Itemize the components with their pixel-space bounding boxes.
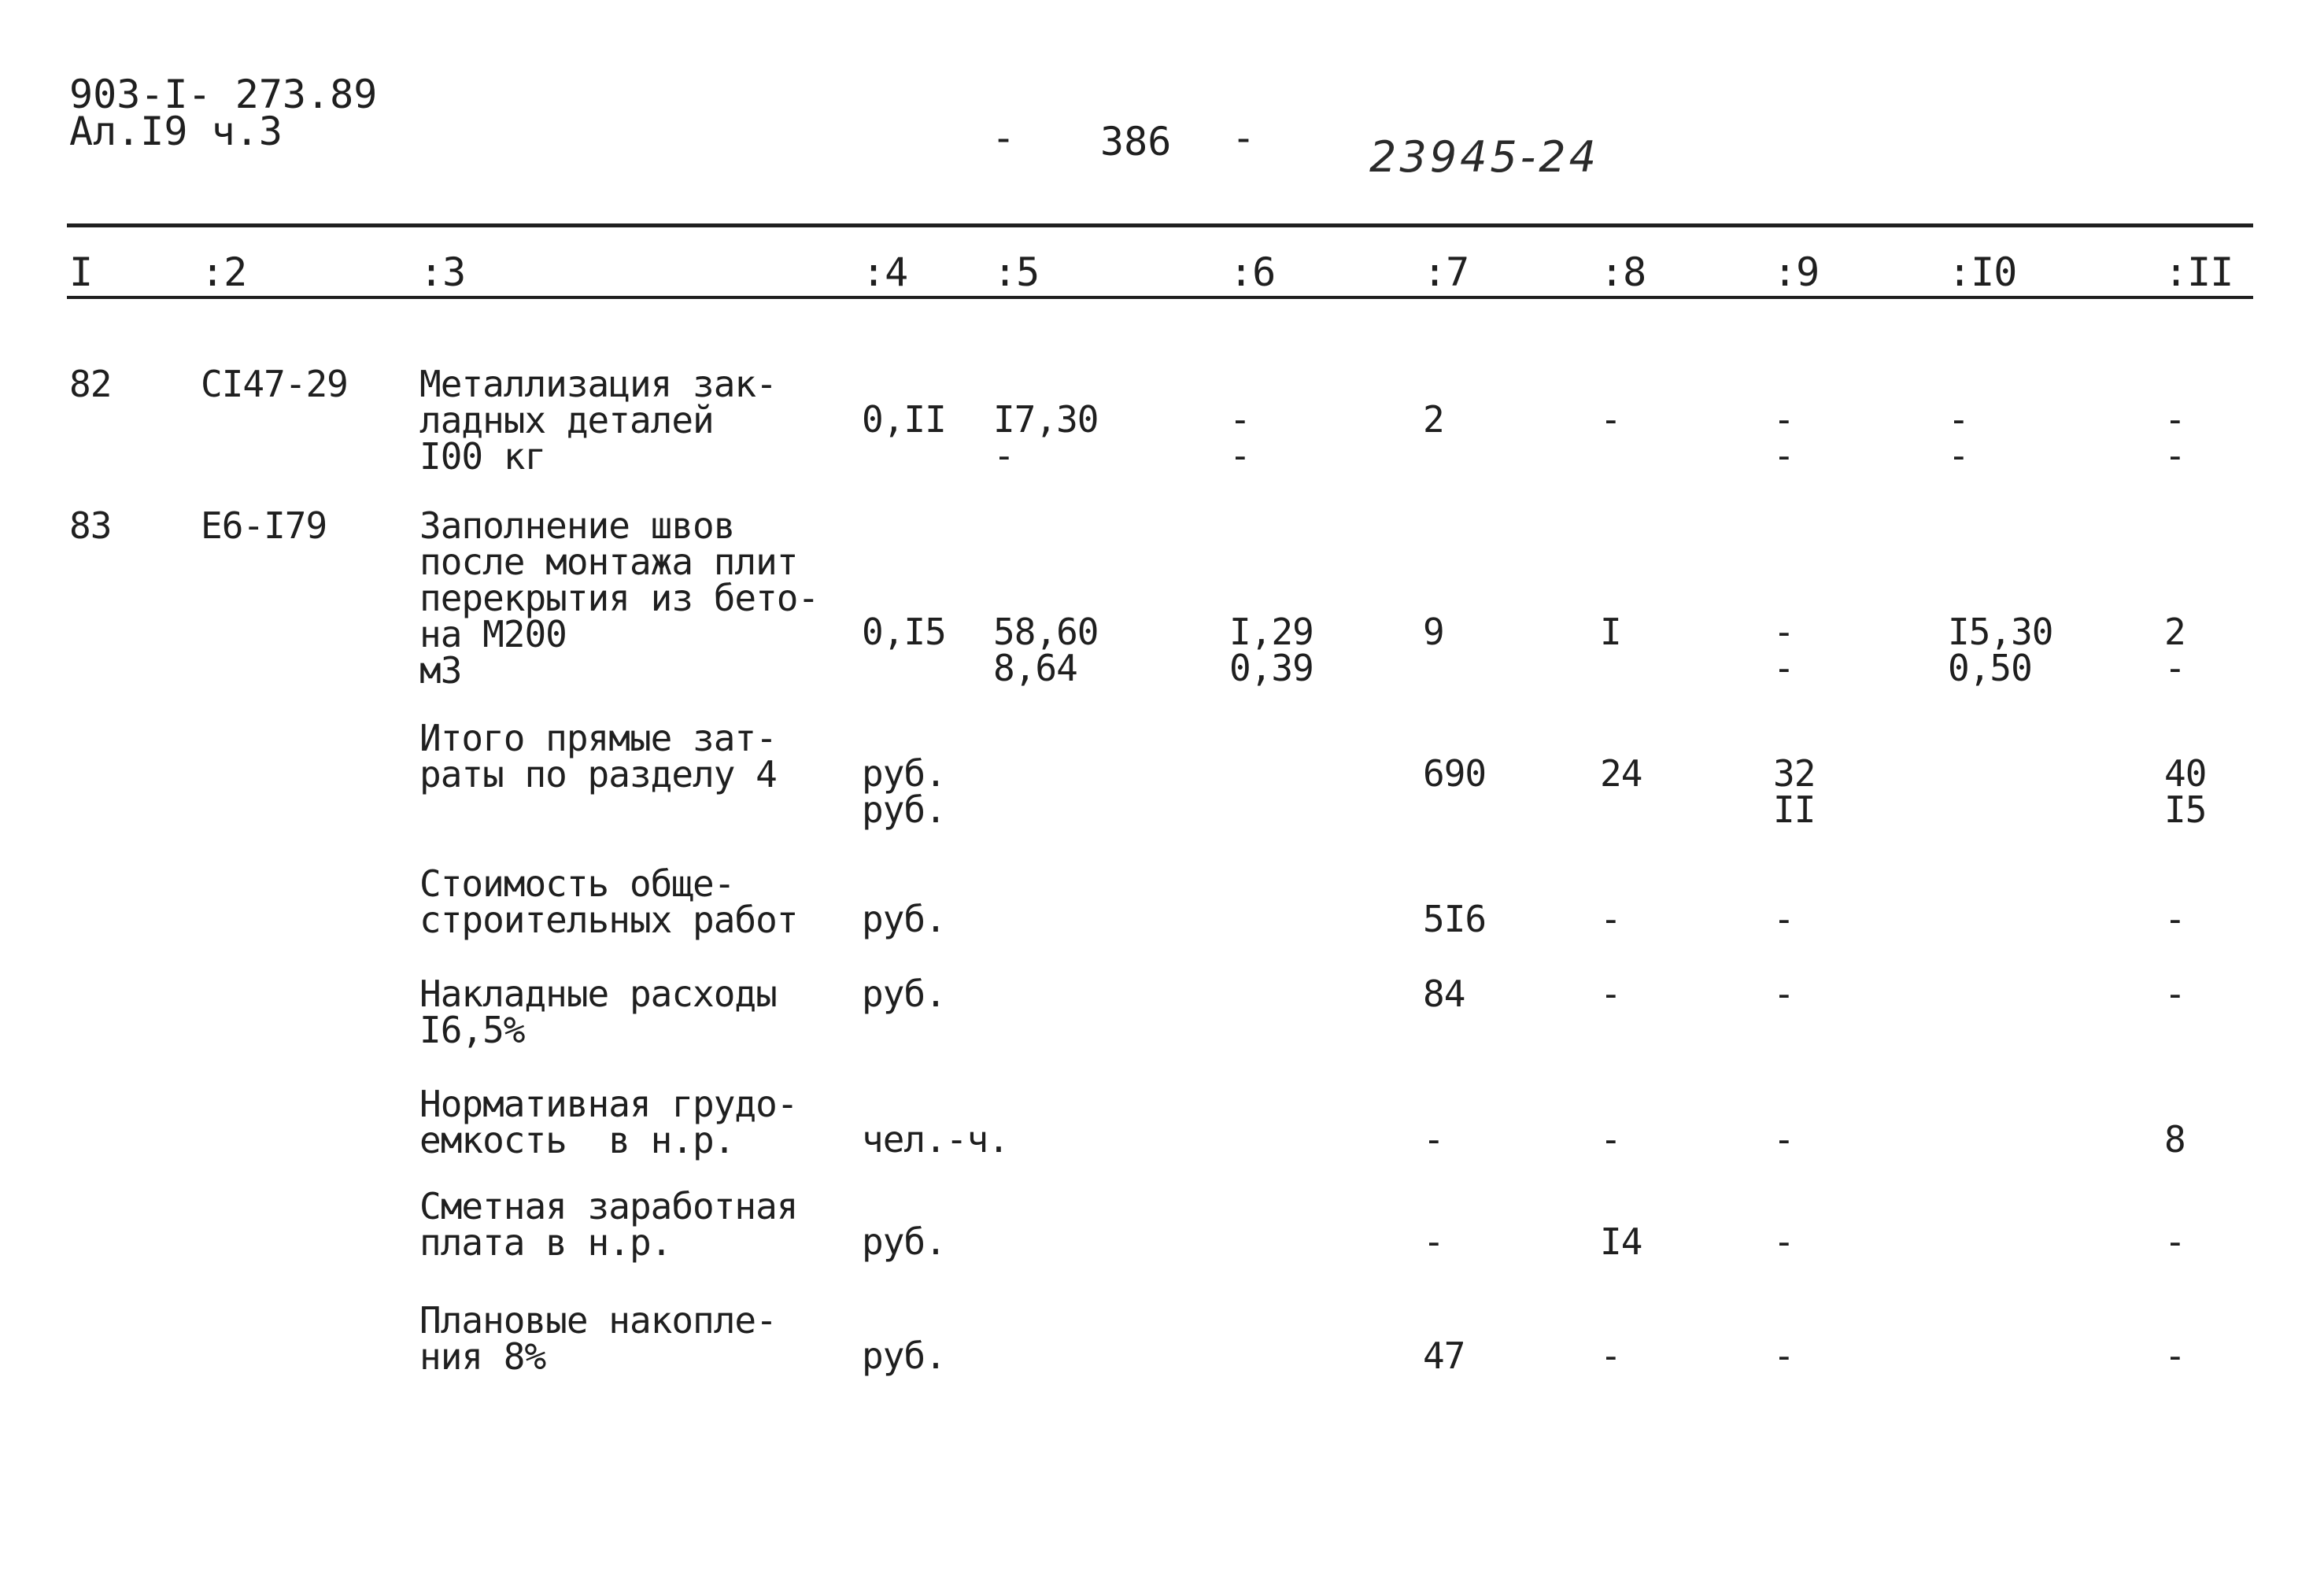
- row-value-c8: [1600, 1335, 1621, 1377]
- cell-line: после монтажа плит: [419, 541, 798, 583]
- row-value-c4: [862, 752, 946, 831]
- row-value-c11: [2164, 611, 2185, 689]
- cell-line: перекрытия из бето-: [419, 577, 819, 619]
- row-description: [419, 363, 777, 478]
- row-number: [69, 504, 112, 547]
- cell-line: -: [1773, 1335, 1794, 1377]
- cell-line: 58,60: [993, 611, 1099, 653]
- cell-line: Стоимость обще-: [419, 862, 735, 905]
- column-header-9: :9: [1773, 249, 1820, 295]
- cell-line: E6-I79: [201, 504, 327, 547]
- row-description: [419, 717, 777, 796]
- row-value-c6: [1229, 398, 1251, 477]
- cell-line: 40: [2164, 752, 2207, 795]
- table-header-bottom-rule: [67, 296, 2253, 299]
- cell-line: руб.: [862, 898, 946, 940]
- cell-line: -: [2164, 434, 2185, 477]
- cell-line: Накладные расходы: [419, 973, 777, 1015]
- cell-line: -: [2164, 973, 2185, 1015]
- row-value-c7: [1423, 611, 1444, 653]
- cell-line: руб.: [862, 788, 946, 831]
- row-value-c9: [1773, 1118, 1794, 1161]
- row-value-c10: [1948, 398, 1969, 477]
- page-dash-right: -: [1232, 115, 1256, 161]
- cell-line: Заполнение швов: [419, 504, 735, 547]
- row-value-c7: [1423, 1335, 1465, 1377]
- row-value-c8: [1600, 973, 1621, 1015]
- cell-line: -: [1773, 647, 1794, 689]
- row-value-c8: [1600, 1220, 1642, 1263]
- cell-line: -: [1600, 1118, 1621, 1161]
- cell-line: 8: [2164, 1118, 2185, 1161]
- cell-line: -: [2164, 1220, 2185, 1263]
- cell-line: м3: [419, 649, 462, 692]
- row-description: [419, 973, 777, 1051]
- row-value-c4: [862, 973, 946, 1015]
- cell-line: руб.: [862, 752, 946, 795]
- row-value-c8: [1600, 898, 1621, 940]
- cell-line: I4: [1600, 1220, 1642, 1263]
- cell-line: I7,30: [993, 398, 1099, 441]
- row-value-c4: [862, 1335, 946, 1377]
- row-value-c5: [993, 611, 1099, 689]
- cell-line: 2: [2164, 611, 2185, 653]
- row-value-c10: [1948, 611, 2053, 689]
- row-value-c7: [1423, 973, 1465, 1015]
- row-value-c4: [862, 1118, 1009, 1161]
- row-value-c4: [862, 398, 946, 441]
- row-value-c11: [2164, 898, 2185, 940]
- cell-line: Нормативная грудо-: [419, 1083, 798, 1125]
- cell-line: -: [1948, 434, 1969, 477]
- cell-line: чел.-ч.: [862, 1118, 1009, 1161]
- row-value-c11: [2164, 752, 2207, 831]
- cell-line: I,29: [1229, 611, 1313, 653]
- cell-line: плата в н.р.: [419, 1221, 672, 1264]
- cell-line: -: [1773, 898, 1794, 940]
- cell-line: -: [1773, 611, 1794, 653]
- cell-line: -: [1423, 1118, 1444, 1161]
- row-value-c11: [2164, 398, 2185, 477]
- cell-line: 32: [1773, 752, 1816, 795]
- row-value-c9: [1773, 398, 1794, 477]
- row-value-c4: [862, 1220, 946, 1263]
- cell-line: -: [1773, 1118, 1794, 1161]
- column-header-2: :2: [201, 249, 247, 295]
- cell-line: 0,I5: [862, 611, 946, 653]
- row-number: [69, 363, 112, 405]
- row-value-c4: [862, 611, 946, 653]
- row-value-c8: [1600, 1118, 1621, 1161]
- column-header-5: :5: [993, 249, 1040, 295]
- column-header-11: :II: [2164, 249, 2233, 295]
- cell-line: Металлизация зак-: [419, 363, 777, 405]
- row-value-c8: [1600, 752, 1642, 795]
- row-value-c9: [1773, 1335, 1794, 1377]
- cell-line: 84: [1423, 973, 1465, 1015]
- row-description: [419, 862, 798, 941]
- cell-line: II: [1773, 788, 1816, 831]
- cell-line: I5: [2164, 788, 2207, 831]
- cell-line: 2: [1423, 398, 1444, 441]
- row-value-c7: [1423, 752, 1487, 795]
- row-value-c9: [1773, 611, 1794, 689]
- cell-line: 83: [69, 504, 112, 547]
- row-value-c9: [1773, 898, 1794, 940]
- cell-line: 47: [1423, 1335, 1465, 1377]
- cell-line: -: [1600, 898, 1621, 940]
- cell-line: руб.: [862, 973, 946, 1015]
- album-reference: Ал.I9 ч.3: [69, 109, 283, 154]
- cell-line: руб.: [862, 1220, 946, 1263]
- cell-line: -: [1773, 1220, 1794, 1263]
- cell-line: ния 8%: [419, 1335, 546, 1378]
- cell-line: 24: [1600, 752, 1642, 795]
- row-value-c11: [2164, 1335, 2185, 1377]
- column-header-1: I: [69, 249, 93, 295]
- row-value-c9: [1773, 1220, 1794, 1263]
- row-value-c7: [1423, 398, 1444, 441]
- cell-line: 9: [1423, 611, 1444, 653]
- column-header-7: :7: [1423, 249, 1469, 295]
- cell-line: 0,39: [1229, 647, 1313, 689]
- column-header-8: :8: [1600, 249, 1646, 295]
- row-value-c7: [1423, 1220, 1444, 1263]
- cell-line: на М200: [419, 613, 567, 655]
- row-value-c11: [2164, 1118, 2185, 1161]
- cell-line: 0,II: [862, 398, 946, 441]
- page-number: 386: [1100, 119, 1172, 164]
- cell-line: -: [2164, 398, 2185, 441]
- row-description: [419, 1185, 798, 1264]
- cell-line: 0,50: [1948, 647, 2032, 689]
- cell-line: 82: [69, 363, 112, 405]
- row-value-c8: [1600, 398, 1621, 441]
- row-value-c7: [1423, 898, 1487, 940]
- cell-line: I6,5%: [419, 1009, 525, 1051]
- cell-line: ладных деталей: [419, 399, 714, 441]
- row-value-c11: [2164, 973, 2185, 1015]
- cell-line: раты по разделу 4: [419, 753, 777, 796]
- cell-line: емкость в н.р.: [419, 1119, 735, 1161]
- cell-line: Сметная заработная: [419, 1185, 798, 1227]
- row-value-c11: [2164, 1220, 2185, 1263]
- row-description: [419, 504, 819, 692]
- cell-line: 8,64: [993, 647, 1077, 689]
- row-value-c9: [1773, 973, 1794, 1015]
- cell-line: Плановые накопле-: [419, 1299, 777, 1342]
- cell-line: I: [1600, 611, 1621, 653]
- column-header-4: :4: [862, 249, 908, 295]
- cell-line: -: [1229, 434, 1251, 477]
- column-header-6: :6: [1229, 249, 1276, 295]
- cell-line: Итого прямые зат-: [419, 717, 777, 759]
- cell-line: -: [1600, 973, 1621, 1015]
- cell-line: -: [2164, 1335, 2185, 1377]
- row-code: [201, 363, 348, 405]
- table-top-rule: [67, 223, 2253, 227]
- cell-line: CI47-29: [201, 363, 348, 405]
- row-value-c6: [1229, 611, 1313, 689]
- cell-line: I5,30: [1948, 611, 2053, 653]
- cell-line: -: [1229, 398, 1251, 441]
- cell-line: 690: [1423, 752, 1487, 795]
- cell-line: -: [1948, 398, 1969, 441]
- row-code: [201, 504, 327, 547]
- row-value-c5: [993, 398, 1099, 477]
- column-header-10: :I0: [1948, 249, 2017, 295]
- cell-line: -: [1600, 398, 1621, 441]
- row-description: [419, 1083, 798, 1161]
- row-value-c7: [1423, 1118, 1444, 1161]
- cell-line: -: [1773, 973, 1794, 1015]
- row-value-c8: [1600, 611, 1621, 653]
- cell-line: -: [1600, 1335, 1621, 1377]
- page-dash-left: -: [992, 115, 1016, 161]
- cell-line: руб.: [862, 1335, 946, 1377]
- row-description: [419, 1299, 777, 1378]
- cell-line: -: [993, 434, 1014, 477]
- column-header-3: :3: [419, 249, 466, 295]
- cell-line: строительных работ: [419, 899, 798, 941]
- document-code: 903-I- 273.89: [69, 72, 378, 117]
- row-value-c4: [862, 898, 946, 940]
- row-value-c9: [1773, 752, 1816, 831]
- cell-line: 5I6: [1423, 898, 1487, 940]
- cell-line: -: [1773, 434, 1794, 477]
- cell-line: -: [1773, 398, 1794, 441]
- handwritten-reference: 23945-24: [1369, 132, 1599, 182]
- cell-line: I00 кг: [419, 435, 546, 478]
- cell-line: -: [2164, 647, 2185, 689]
- cell-line: -: [1423, 1220, 1444, 1263]
- cell-line: -: [2164, 898, 2185, 940]
